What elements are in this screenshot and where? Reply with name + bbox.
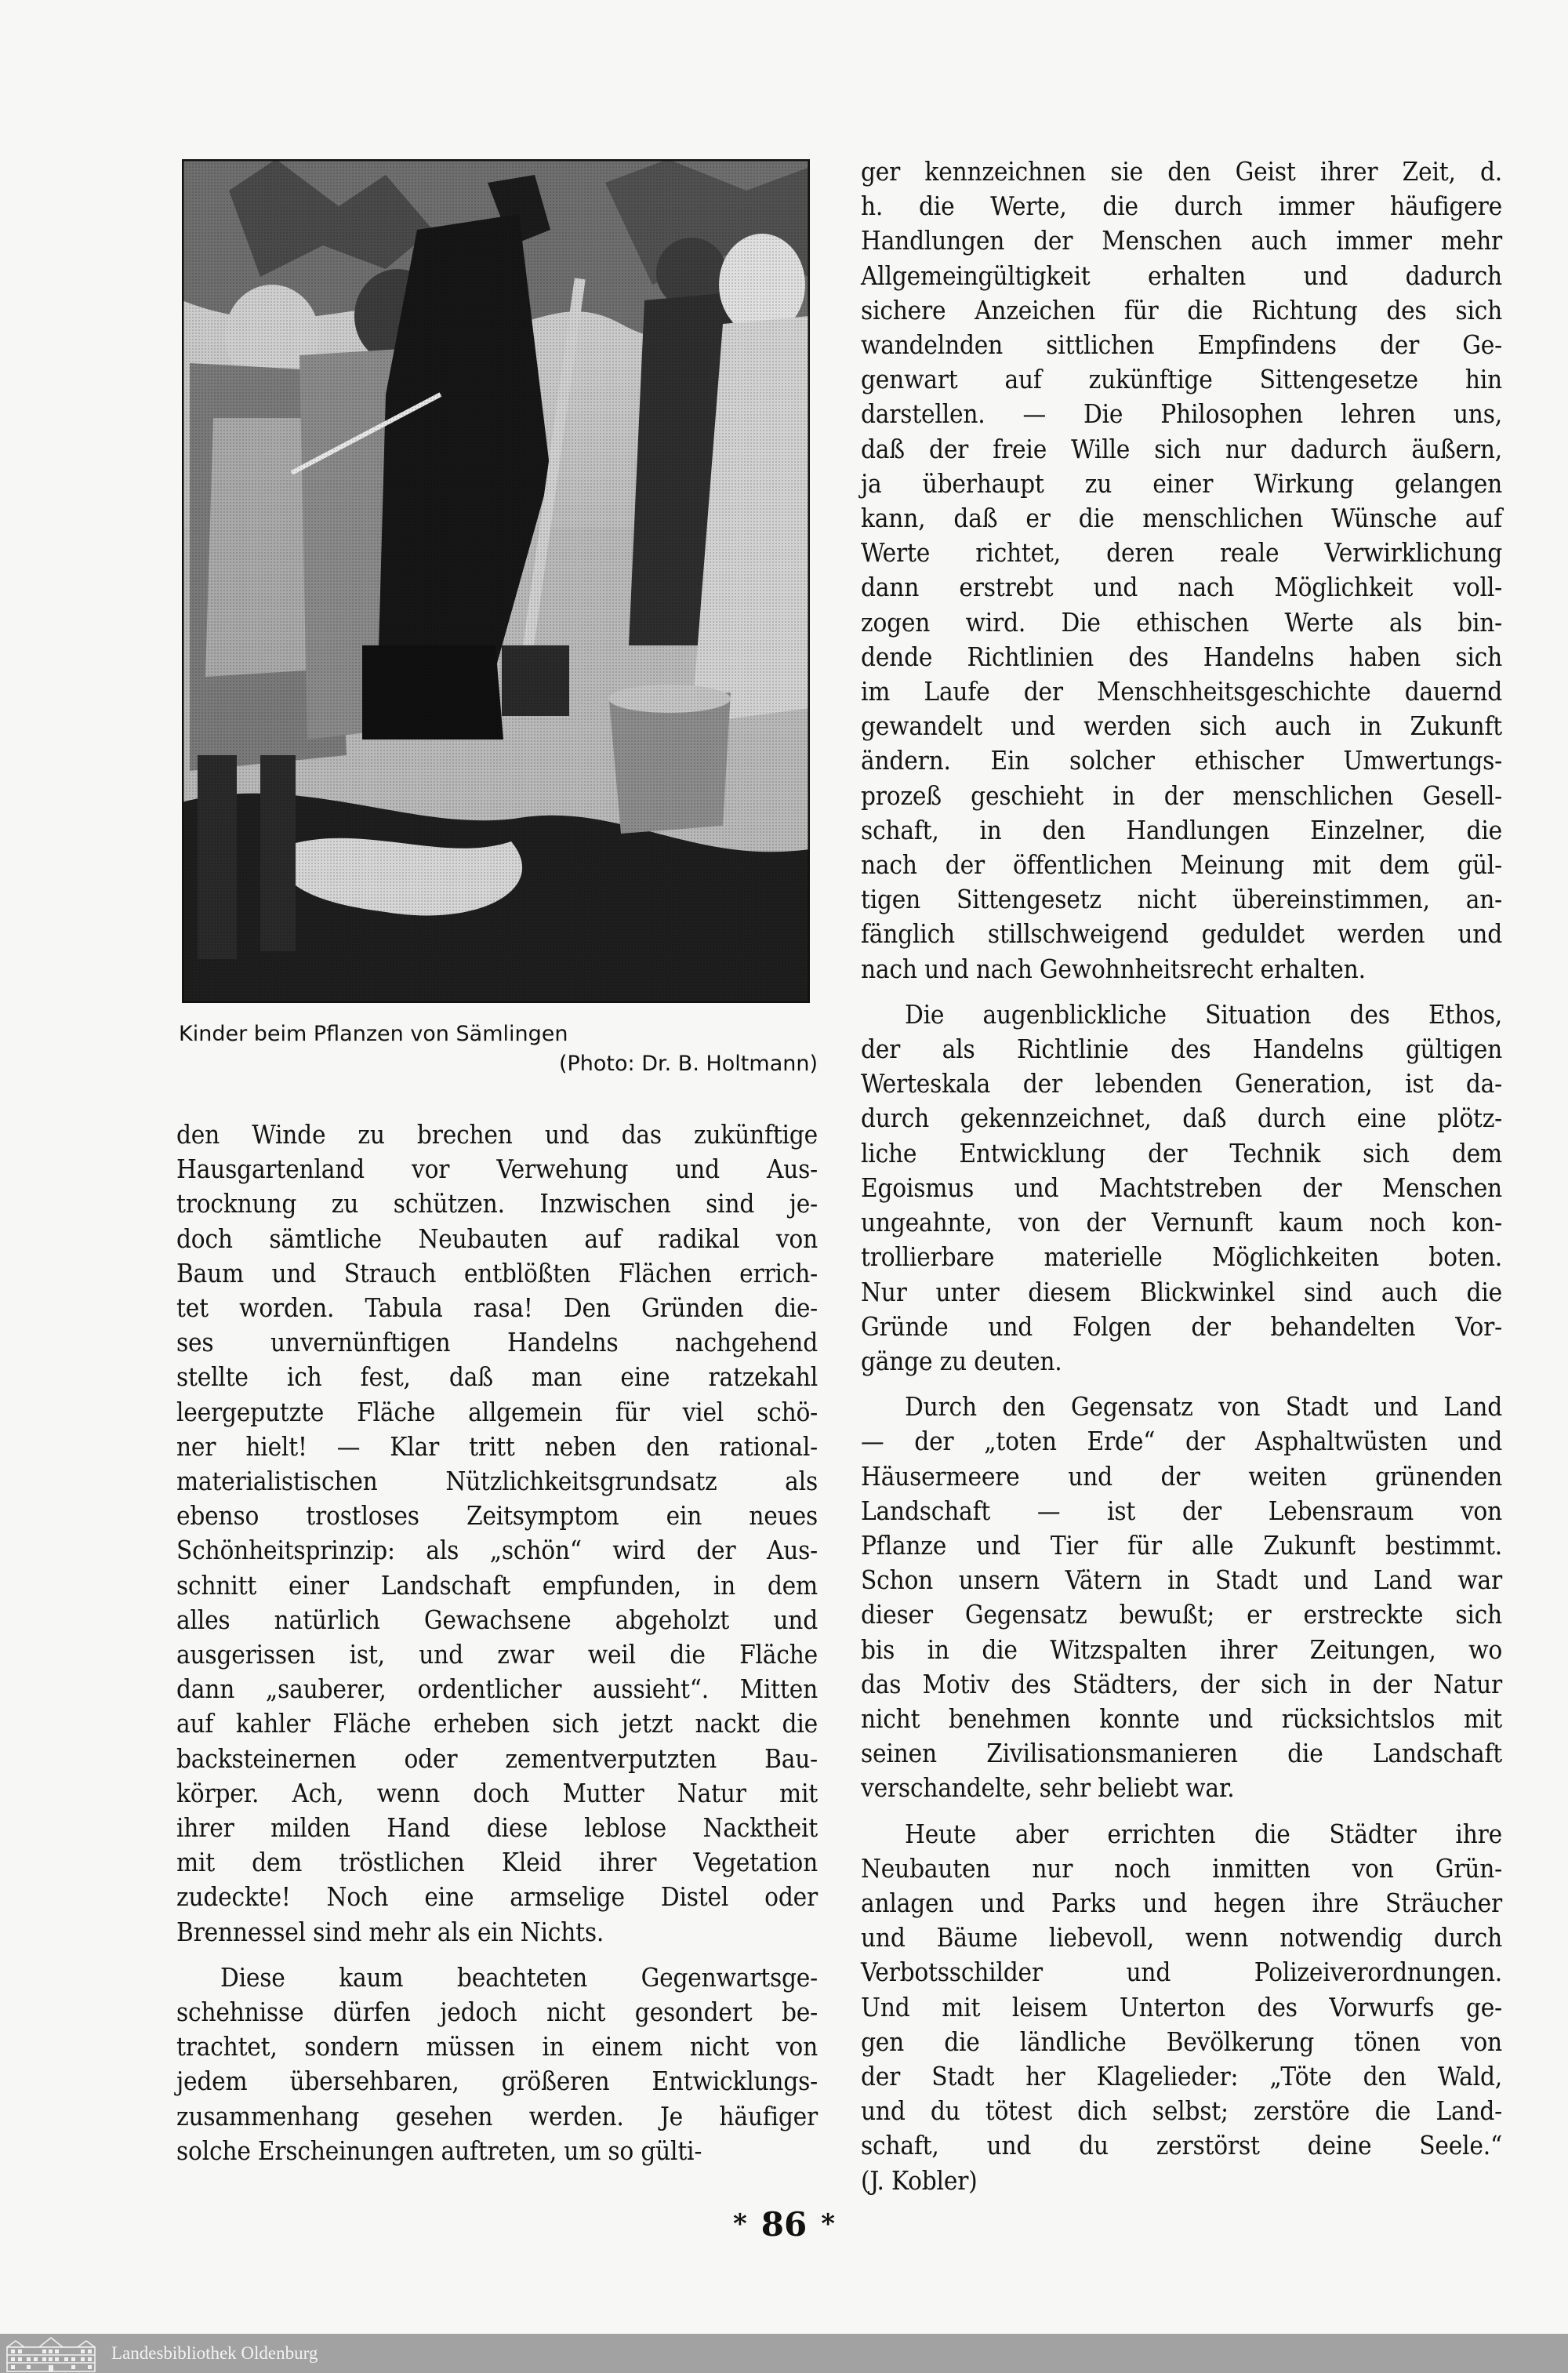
text-line: durch gekennzeichnet, daß durch eine plötz- xyxy=(861,1103,1502,1134)
text-line: den Winde zu brechen und das zukünftige xyxy=(176,1119,818,1150)
text-line: Durch den Gegensatz von Stadt und Land xyxy=(905,1391,1502,1423)
paragraph xyxy=(861,998,1502,1379)
photo-credit: (Photo: Dr. B. Holtmann) xyxy=(558,1052,818,1076)
photo-caption xyxy=(179,1019,818,1079)
text-line: stellte ich fest, daß man eine ratzekahl xyxy=(176,1361,818,1393)
text-line: schehnisse dürfen jedoch nicht gesondert be- xyxy=(176,1997,818,2028)
text-line: und du tötest dich selbst; zerstöre die Land- xyxy=(861,2095,1502,2127)
text-line: schnitt einer Landschaft empfunden, in dem xyxy=(176,1569,818,1601)
text-line: verschandelte, sehr beliebt war. xyxy=(861,1772,1235,1804)
text-line: Diese kaum beachteten Gegenwartsge- xyxy=(220,1961,818,1993)
text-line: ändern. Ein solcher ethischer Umwertungs- xyxy=(861,745,1502,776)
text-line: materialistischen Nützlichkeitsgrundsatz als xyxy=(176,1466,818,1497)
text-line: ner hielt! — Klar tritt neben den rational- xyxy=(176,1430,818,1462)
text-line: und Bäume liebevoll, wenn notwendig durch xyxy=(861,1922,1502,1953)
text-line: dann erstrebt und nach Möglichkeit voll- xyxy=(861,572,1502,603)
text-line: gänge zu deuten. xyxy=(861,1345,1062,1376)
text-line: bis in die Witzspalten ihrer Zeitungen, wo xyxy=(861,1633,1502,1665)
text-line: fänglich stillschweigend geduldet werden und xyxy=(861,918,1502,950)
text-line: Neubauten nur noch inmitten von Grün- xyxy=(861,1852,1502,1884)
text-line: — der „toten Erde“ der Asphaltwüsten und xyxy=(861,1426,1502,1457)
text-line: der als Richtlinie des Handelns gültigen xyxy=(861,1034,1502,1065)
paragraph xyxy=(861,1390,1502,1805)
text-line: im Laufe der Menschheitsgeschichte dauernd xyxy=(861,676,1502,707)
text-line: backsteinernen oder zementverputzten Bau- xyxy=(176,1743,818,1774)
text-line: Gründe und Folgen der behandelten Vor- xyxy=(861,1310,1502,1342)
text-line: darstellen. — Die Philosophen lehren uns, xyxy=(861,398,1502,430)
photo-children-planting xyxy=(182,159,810,1003)
text-line: zudeckte! Noch eine armselige Distel oder xyxy=(176,1881,818,1913)
text-line: tigen Sittengesetz nicht übereinstimmen, an- xyxy=(861,884,1502,915)
text-line: ebenso trostloses Zeitsymptom ein neues xyxy=(176,1500,818,1532)
photo-image xyxy=(182,159,810,1003)
text-line: körper. Ach, wenn doch Mutter Natur mit xyxy=(176,1777,818,1808)
text-line: anlagen und Parks und hegen ihre Sträucher xyxy=(861,1887,1502,1918)
text-line: Häusermeere und der weiten grünenden xyxy=(861,1460,1502,1492)
text-line: Pflanze und Tier für alle Zukunft bestimmt. xyxy=(861,1529,1502,1561)
text-line: daß der freie Wille sich nur dadurch äußern, xyxy=(861,433,1502,464)
text-line: schaft, in den Handlungen Einzelner, die xyxy=(861,814,1502,845)
text-line: solche Erscheinungen auftreten, um so gülti- xyxy=(176,2135,702,2166)
asterisk-ornament-right: * xyxy=(821,2208,835,2240)
text-line: Schon unsern Vätern in Stadt und Land war xyxy=(861,1564,1502,1596)
text-line: dann „sauberer, ordentlicher aussieht“. Mitten xyxy=(176,1673,818,1705)
text-line: h. die Werte, die durch immer häufigere xyxy=(861,191,1502,222)
text-line: trocknung zu schützen. Inzwischen sind je- xyxy=(176,1188,818,1219)
page-number xyxy=(0,2205,1568,2244)
text-line: ja überhaupt zu einer Wirkung gelangen xyxy=(861,467,1502,499)
text-line: Handlungen der Menschen auch immer mehr xyxy=(861,225,1502,256)
text-line: gen die ländliche Bevölkerung tönen von xyxy=(861,2026,1502,2057)
text-line: Landschaft — ist der Lebensraum von xyxy=(861,1495,1502,1526)
text-line: ger kennzeichnen sie den Geist ihrer Zeit, d. xyxy=(861,156,1502,187)
paragraph xyxy=(176,1117,818,1950)
text-line: Werte richtet, deren reale Verwirklichung xyxy=(861,537,1502,569)
text-line: Brennessel sind mehr als ein Nichts. xyxy=(176,1916,604,1947)
text-line: mit dem tröstlichen Kleid ihrer Vegetation xyxy=(176,1847,818,1878)
text-line: prozeß geschieht in der menschlichen Gesell- xyxy=(861,779,1502,811)
text-line: Heute aber errichten die Städter ihre xyxy=(905,1818,1502,1849)
text-line: ausgerissen ist, und zwar weil die Fläche xyxy=(176,1639,818,1670)
text-line: jedem übersehbaren, größeren Entwicklungs- xyxy=(176,2066,818,2097)
text-line: Allgemeingültigkeit erhalten und dadurch xyxy=(861,260,1502,291)
text-line: Die augenblickliche Situation des Ethos, xyxy=(905,998,1502,1030)
text-line: schaft, und du zerstörst deine Seele.“ xyxy=(861,2130,1502,2161)
text-line: wandelnden sittlichen Empfindens der Ge- xyxy=(861,329,1502,361)
text-line: Verbotsschilder und Polizeiverordnungen. xyxy=(861,1957,1502,1988)
text-line: nicht benehmen konnte und rücksichtslos mit xyxy=(861,1703,1502,1734)
text-line: dende Richtlinien des Handelns haben sich xyxy=(861,641,1502,672)
text-line: kann, daß er die menschlichen Wünsche auf xyxy=(861,503,1502,534)
text-line: zogen wird. Die ethischen Werte als bin- xyxy=(861,606,1502,638)
text-line: der Stadt her Klagelieder: „Töte den Wald, xyxy=(861,2060,1502,2091)
text-line: trachtet, sondern müssen in einem nicht von xyxy=(176,2031,818,2062)
text-line: dieser Gegensatz bewußt; er erstreckte sich xyxy=(861,1599,1502,1630)
paragraph xyxy=(861,1817,1502,2198)
text-line: leergeputzte Fläche allgemein für viel schö- xyxy=(176,1396,818,1427)
text-line: Hausgartenland vor Verwehung und Aus- xyxy=(176,1154,818,1185)
paragraph xyxy=(176,1961,818,2168)
text-line: ihrer milden Hand diese leblose Nacktheit xyxy=(176,1812,818,1844)
left-text-column xyxy=(176,1117,818,2168)
text-line: tet worden. Tabula rasa! Den Gründen die- xyxy=(176,1292,818,1324)
text-line: das Motiv des Städters, der sich in der Natur xyxy=(861,1668,1502,1699)
text-line: alles natürlich Gewachsene abgeholzt und xyxy=(176,1604,818,1635)
text-line: Und mit leisem Unterton des Vorwurfs ge- xyxy=(861,1991,1502,2022)
text-line: liche Entwicklung der Technik sich dem xyxy=(861,1137,1502,1168)
library-footer-bar xyxy=(0,2334,1568,2373)
text-line: gewandelt und werden sich auch in Zukunft xyxy=(861,710,1502,742)
text-line: doch sämtliche Neubauten auf radikal von xyxy=(176,1223,818,1254)
text-line: seinen Zivilisationsmanieren die Landschaft xyxy=(861,1738,1502,1769)
text-line: (J. Kobler) xyxy=(861,2164,978,2196)
text-line: nach und nach Gewohnheitsrecht erhalten. xyxy=(861,953,1366,984)
library-building-icon xyxy=(5,2336,97,2372)
caption-text: Kinder beim Pflanzen von Sämlingen xyxy=(179,1022,568,1046)
text-line: sichere Anzeichen für die Richtung des sich xyxy=(861,294,1502,325)
text-line: Nur unter diesem Blickwinkel sind auch die xyxy=(861,1276,1502,1307)
text-line: genwart auf zukünftige Sittengesetze hin xyxy=(861,364,1502,395)
right-text-column xyxy=(861,154,1502,2198)
text-line: ungeahnte, von der Vernunft kaum noch kon- xyxy=(861,1207,1502,1238)
text-line: Schönheitsprinzip: als „schön“ wird der Aus- xyxy=(176,1535,818,1566)
text-line: trollierbare materielle Möglichkeiten boten. xyxy=(861,1241,1502,1273)
paragraph xyxy=(861,154,1502,987)
text-line: Baum und Strauch entblößten Flächen errich- xyxy=(176,1257,818,1288)
asterisk-ornament-left: * xyxy=(732,2208,747,2240)
text-line: Egoismus und Machtstreben der Menschen xyxy=(861,1172,1502,1203)
text-line: ses unvernünftigen Handelns nachgehend xyxy=(176,1327,818,1358)
text-line: zusammenhang gesehen werden. Je häufiger xyxy=(176,2100,818,2131)
page-number-value: 86 xyxy=(760,2205,808,2244)
text-line: nach der öffentlichen Meinung mit dem gül- xyxy=(861,849,1502,881)
text-line: Werteskala der lebenden Generation, ist da- xyxy=(861,1068,1502,1099)
text-line: auf kahler Fläche erheben sich jetzt nackt die xyxy=(176,1708,818,1739)
library-name: Landesbibliothek Oldenburg xyxy=(111,2343,318,2363)
